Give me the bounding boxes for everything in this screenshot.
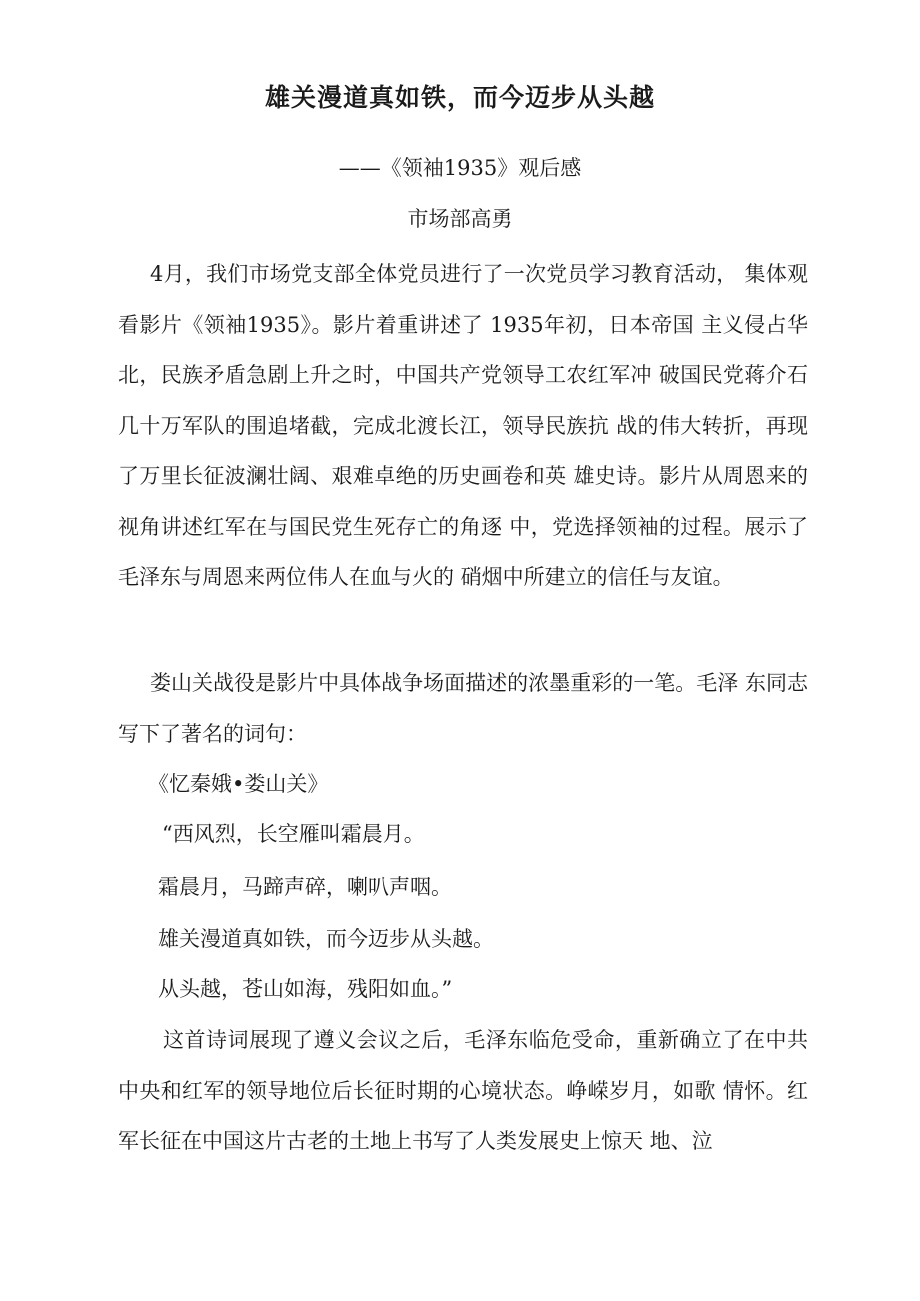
poem-line-4: 从头越，苍山如海，残阳如血。” [158, 977, 453, 1001]
body-paragraph-3: 这首诗词展现了遵义会议之后，毛泽东临危受命，重新确立了在中共中央和红军的领导地位后长征时期的心境状态。峥嵘岁月，如歌 情怀。红军长征在中国这片古老的土地上书写了人类发展史上惊天 地、泣 [118, 1028, 808, 1153]
body-paragraph-1: 4月，我们市场党支部全体党员进行了一次党员学习教育活动， 集体观看影片《领袖1935》。影片着重讲述了 1935年初，日本帝国 主义侵占华北，民族矛盾急剧上升之时，中国共产党领导工农红军冲 破国民党蒋介石几十万军队的围追堵截，完成北渡长江，领导民族抗 战的伟大转折，再现了万里长征波澜壮阔、艰难卓绝的历史画卷和英 雄史诗。影片从周恩来的视角讲述红军在与国民党生死存亡的角逐 中，党选择领袖的过程。展示了毛泽东与周恩来两位伟人在血与火的 硝烟中所建立的信任与友谊。 [118, 262, 808, 589]
poem-line-1: “西风烈，长空雁叫霜晨月。 [162, 822, 425, 846]
document-title: 雄关漫道真如铁，而今迈步从头越 [264, 83, 655, 112]
document-author: 市场部高勇 [407, 207, 513, 231]
document-subtitle: ——《领袖1935》观后感 [338, 156, 582, 180]
poem-line-2: 霜晨月，马蹄声碎，喇叭声咽。 [158, 875, 452, 899]
poem-line-3: 雄关漫道真如铁，而今迈步从头越。 [158, 927, 494, 951]
body-paragraph-2: 娄山关战役是影片中具体战争场面描述的浓墨重彩的一笔。毛泽 东同志写下了著名的词句： [118, 671, 808, 746]
poem-title: 《忆秦娥•娄山关》 [148, 772, 329, 796]
